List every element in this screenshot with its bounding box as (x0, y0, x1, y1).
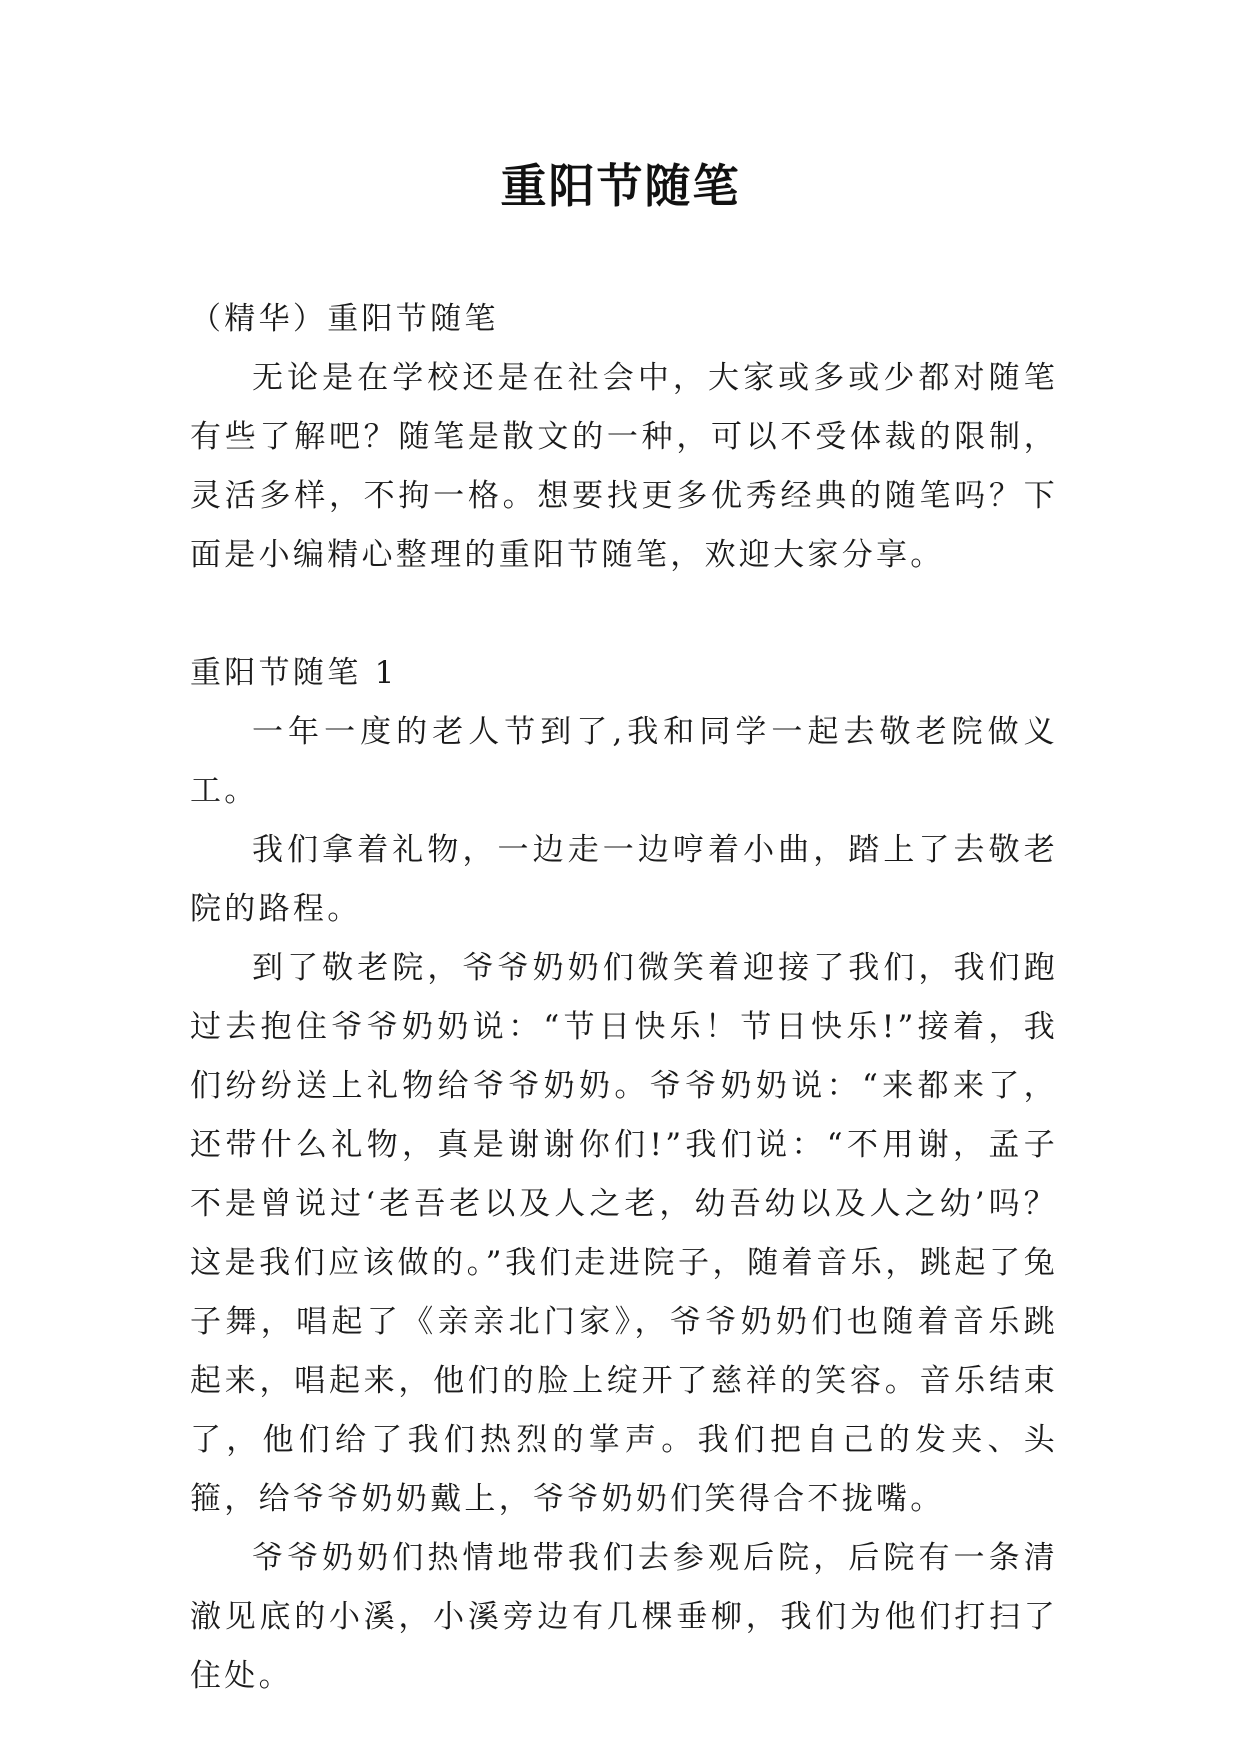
subtitle: （精华）重阳节随笔 (190, 301, 499, 337)
body-paragraph: 我们拿着礼物，一边走一边哼着小曲，踏上了去敬老院的路程。 (190, 832, 1058, 927)
section-heading: 重阳节随笔 1 (190, 655, 398, 691)
document-body (190, 290, 1058, 1706)
body-paragraph: 到了敬老院，爷爷奶奶们微笑着迎接了我们，我们跑过去抱住爷爷奶奶说：“节日快乐！节日快乐!”接着，我们纷纷送上礼物给爷爷奶奶。爷爷奶奶说：“来都来了，还带什么礼物，真是谢谢你们!”我们说：“不用谢，孟子不是曾说过‘老吾老以及人之老，幼吾幼以及人之幼’吗？这是我们应该做的。”我们走进院子，随着音乐，跳起了兔子舞，唱起了《亲亲北门家》，爷爷奶奶们也随着音乐跳起来，唱起来，他们的脸上绽开了慈祥的笑容。音乐结束了，他们给了我们热烈的掌声。我们把自己的发夹、头箍，给爷爷奶奶戴上，爷爷奶奶们笑得合不拢嘴。 (190, 950, 1058, 1517)
body-paragraph: 一年一度的老人节到了,我和同学一起去敬老院做义工。 (190, 714, 1058, 809)
intro-paragraph: 无论是在学校还是在社会中，大家或多或少都对随笔有些了解吧？随笔是散文的一种，可以不受体裁的限制，灵活多样，不拘一格。想要找更多优秀经典的随笔吗？下面是小编精心整理的重阳节随笔，欢迎大家分享。 (190, 360, 1058, 573)
document-title: 重阳节随笔 (500, 159, 741, 213)
body-paragraph: 爷爷奶奶们热情地带我们去参观后院，后院有一条清澈见底的小溪，小溪旁边有几棵垂柳，我们为他们打扫了住处。 (190, 1540, 1058, 1694)
